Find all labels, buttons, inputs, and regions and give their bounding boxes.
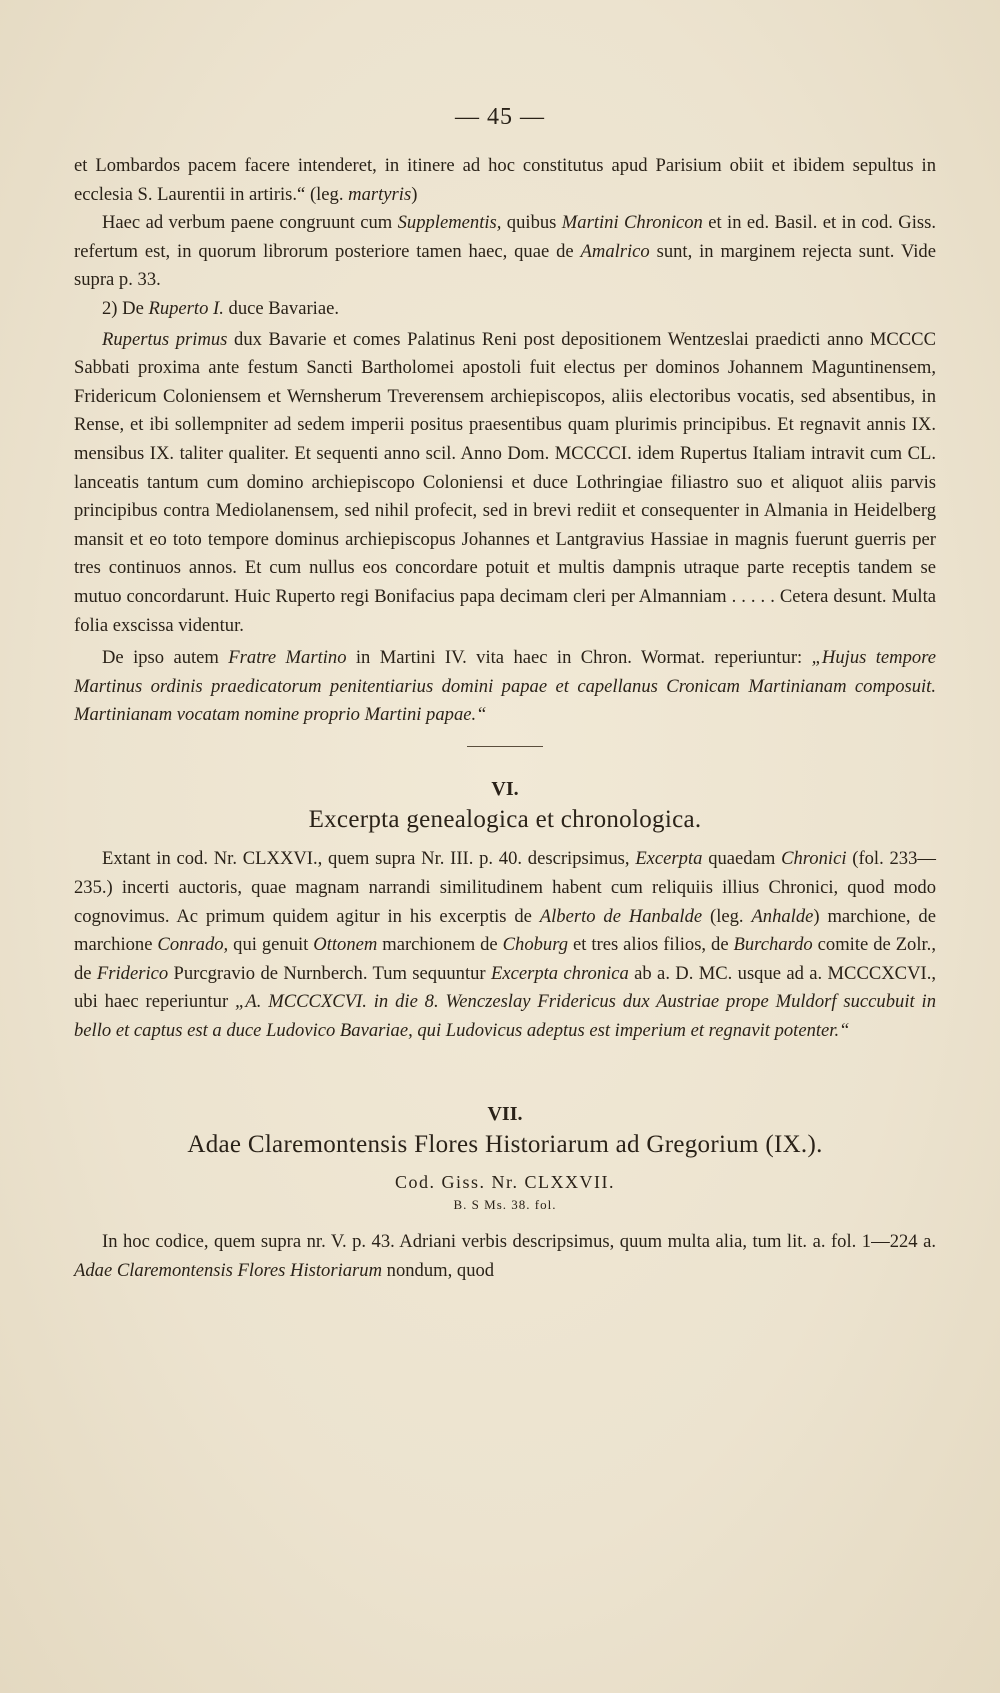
italic-run: Burchardo — [733, 934, 813, 956]
italic-run: Ruperto I. — [148, 297, 224, 319]
section-number: VII. — [487, 1102, 523, 1125]
italic-run: Martini Chronicon — [561, 212, 703, 234]
subheading-ruperto — [74, 295, 936, 324]
italic-run: Fratre Martino — [228, 647, 347, 669]
section-number: VI. — [491, 777, 519, 800]
section-title: Excerpta genealogica et chronologica. — [308, 806, 702, 834]
italic-run: Adae Claremontensis Flores Historiarum — [74, 1259, 382, 1281]
text-run: ) marchione, de marchione — [74, 905, 936, 956]
italic-run: Friderico — [96, 962, 169, 984]
section-gap — [74, 1046, 936, 1094]
text-run: Purcgravio de Nurnberch. Tum sequuntur — [168, 962, 491, 984]
text-run: qui genuit — [228, 934, 314, 956]
paragraph-supplementa — [74, 209, 936, 295]
codex-reference: Cod. Giss. Nr. CLXXVII. — [394, 1172, 615, 1193]
text-run: quibus — [501, 212, 562, 234]
text-run: ) — [411, 183, 418, 205]
italic-run: Choburg — [502, 934, 569, 956]
italic-run: Supplementis, — [397, 212, 502, 234]
text-run: dux Bavarie et comes Palatinus Reni post depositionem Wentzeslai praedicti anno MCCCC Sabbati proxima ante festum Sancti Bartholomei apostoli fuit electus per dominos Johannem Maguntinensem, Fridericum Coloniensem et Wernsherum Treverensem archiepiscopos, aliis electoribus vocatis, sed absentibus, in Rense, et ibi sollempniter ad sedem imperii positus praesentibus quam plurimis principibus. Et regnavit annis IX. mensibus IX. taliter qualiter. Et sequenti anno scil. Anno Dom. MCCCCI. idem Rupertus Italiam intravit cum CL. lanceatis tantum cum domino archiepiscopo Coloniensi et duce Lothringiae filiastro suo et aliquot aliis parvis principibus contra Mediolanensem, sed nihil profecit, sed in brevi rediit et consequenter in Almania in Heidelberg mansit et eo toto tempore dominus archiepiscopus Johannes et Lantgravius Hassiae in magnis fuerunt guerris per tres continuos annos. Et cum nullus eos concordare potuit et multis dampnis utraque parte receptis tandem se mutuo concordarunt. Huic Ruperto regi Bonifacius papa decimam cleri per Almanniam . . . . . Cetera desunt. Multa folia exscissa videntur. — [74, 328, 936, 636]
italic-run: Amalrico — [580, 240, 650, 262]
paragraph-rupertus — [74, 326, 936, 641]
italic-run: „Hujus tempore Martinus ordinis praedicatorum penitentiarius domini papae et capellanus Cronicam Martinianam composuit. Martinianam vocatam nomine proprio Martini papae.“ — [74, 647, 936, 726]
paragraph-excerpta — [74, 845, 936, 1045]
text-run: et tres alios filios, de — [568, 934, 734, 956]
paragraph-adae — [74, 1228, 936, 1285]
italic-run: Alberto de Hanbalde — [539, 905, 703, 927]
text-run: marchionem de — [377, 934, 503, 956]
text-run: in Martini IV. vita haec in Chron. Wormat. reperiuntur: — [346, 647, 812, 669]
text-run: Haec ad verbum paene congruunt cum — [102, 212, 398, 234]
text-run: De ipso autem — [102, 647, 229, 669]
italic-run: Anhalde — [751, 905, 814, 927]
text-run: (fol. 233—235.) incerti auctoris, quae magnam narrandi similitudinem habent cum reliquiis illius Chronici, quod modo cognovimus. Ac primum quidem agitur in his excerptis de — [74, 848, 936, 927]
italic-run: Ottonem — [313, 934, 378, 956]
paragraph-fratre-martino — [74, 644, 936, 730]
italic-run: Excerpta chronica — [490, 962, 629, 984]
italic-run: Excerpta — [635, 848, 703, 870]
shelf-mark: B. S Ms. 38. fol. — [453, 1197, 557, 1213]
italic-run: Chronici — [781, 848, 847, 870]
text-run: In hoc codice, quem supra nr. V. p. 43. Adriani verbis descripsimus, quum multa alia, tum lit. a. fol. 1—224 a. — [102, 1231, 936, 1253]
text-run: nondum, quod — [382, 1259, 495, 1281]
text-run: comite de Zolr., de — [74, 934, 936, 984]
italic-run: Rupertus primus — [102, 328, 228, 350]
section-title: Adae Claremontensis Flores Historiarum ad Gregorium (IX.). — [187, 1131, 823, 1159]
text-run: quaedam — [702, 848, 782, 870]
text-run: sunt, in marginem rejecta sunt. Vide supra p. 33. — [74, 240, 936, 291]
text-run: 2) De — [102, 297, 149, 319]
italic-run: „A. MCCCXCVI. in die 8. Wenczeslay Fridericus dux Austriae prope Muldorf succubuit in bello et captus est a duce Ludovico Bavariae, qui Ludovicus adeptus est imperium et regnavit potenter.“ — [74, 991, 936, 1042]
section-divider — [467, 746, 543, 747]
paragraph-continuation — [74, 152, 936, 209]
text-run: ab a. D. MC. usque ad a. MCCCXCVI., ubi haec reperiuntur — [74, 962, 936, 1013]
text-run: et in ed. Basil. et in cod. Giss. refertum est, in quorum librorum posteriore tamen haec, quae de — [74, 212, 936, 262]
text-run: duce Bavariae. — [223, 297, 339, 319]
text-run: (leg. — [702, 905, 752, 927]
italic-run: martyris — [348, 183, 412, 205]
italic-run: Conrado, — [157, 934, 229, 956]
page-number: — 45 — — [455, 104, 545, 130]
text-run: Extant in cod. Nr. CLXXVI., quem supra Nr. III. p. 40. descripsimus, — [102, 848, 636, 870]
text-run: et Lombardos pacem facere intenderet, in itinere ad hoc constitutus apud Parisium obiit et ibidem sepultus in ecclesia S. Laurentii in artiris.“ (leg. — [74, 155, 936, 205]
body-text — [74, 152, 936, 1285]
